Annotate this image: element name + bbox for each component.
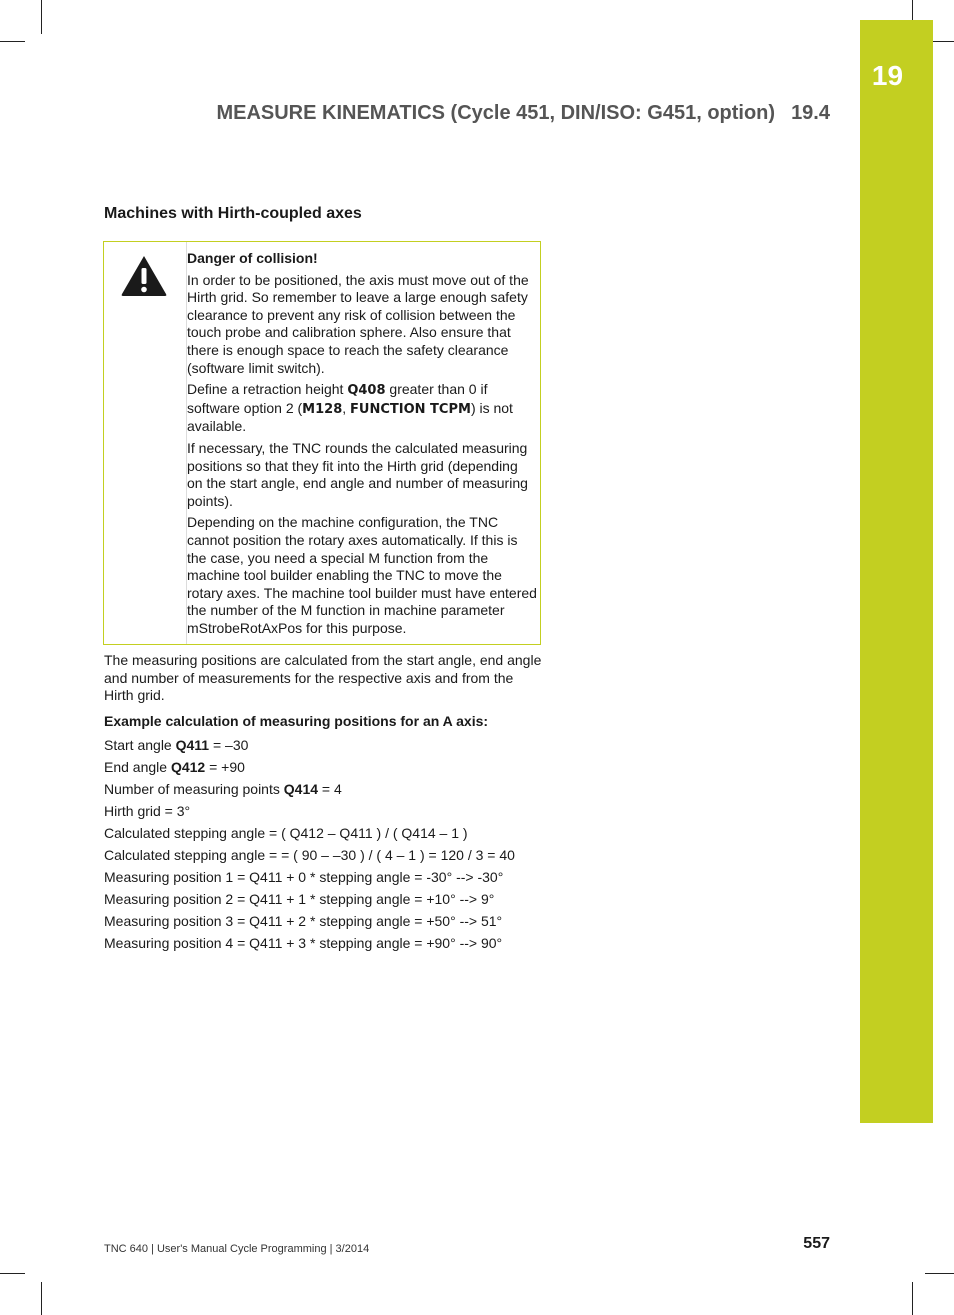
example-heading: Example calculation of measuring positions for an A axis: <box>104 712 489 729</box>
crop-mark <box>0 1273 25 1274</box>
calc-line: Measuring position 1 = Q411 + 0 * stepping angle = -30° --> -30° <box>104 869 504 886</box>
crop-mark <box>912 0 913 20</box>
chapter-number: 19 <box>871 60 904 91</box>
text-run: greater than 0 if software option 2 ( <box>187 381 488 416</box>
footer-text: TNC 640 | User's Manual Cycle Programming | 3/2014 <box>104 1243 370 1255</box>
header-section-number: 19.4 <box>791 102 830 124</box>
crop-mark <box>0 41 25 42</box>
intro-paragraph: The measuring positions are calculated from the start angle, end angle and number of measurements for the respective axis and from the Hirth grid. <box>104 652 542 704</box>
param-code: FUNCTION TCPM <box>350 401 471 417</box>
crop-mark <box>41 0 42 34</box>
running-header <box>216 102 830 125</box>
warning-text <box>187 250 537 641</box>
param-code: Q411 <box>175 737 210 754</box>
warning-box <box>103 241 541 645</box>
calc-line: Measuring position 4 = Q411 + 3 * stepping angle = +90° --> 90° <box>104 935 503 952</box>
text-run: = 4 <box>318 781 342 798</box>
text-run: ) is not available. <box>187 399 513 435</box>
text-run: Number of measuring points <box>104 781 284 798</box>
chapter-tab <box>860 20 933 1123</box>
param-code: M128 <box>302 401 343 417</box>
calc-line: Hirth grid = 3° <box>104 803 191 820</box>
warning-triangle-icon <box>120 254 168 298</box>
crop-mark <box>912 1282 913 1315</box>
page-number: 557 <box>803 1235 830 1252</box>
warning-paragraph <box>187 381 537 436</box>
num-points-line <box>104 778 544 800</box>
calc-line: Measuring position 3 = Q411 + 2 * stepping angle = +50° --> 51° <box>104 913 503 930</box>
text-run: Define a retraction height <box>187 381 348 398</box>
param-code: Q414 <box>283 781 319 798</box>
text-run: End angle <box>104 759 171 776</box>
calc-line: Calculated stepping angle = ( Q412 – Q411 ) / ( Q414 – 1 ) <box>104 825 468 842</box>
section-heading: Machines with Hirth-coupled axes <box>104 205 362 222</box>
text-run: = +90 <box>205 759 245 776</box>
crop-mark <box>41 1282 42 1315</box>
text-run: , <box>342 399 351 416</box>
crop-mark <box>933 41 954 42</box>
warning-paragraph: In order to be positioned, the axis must move out of the Hirth grid. So remember to leave a large enough safety clearance to prevent any risk of collision between the touch probe and calibration sphere. Also ensure that there is enough space to reach the safety clearance (software limit switch). <box>187 271 529 376</box>
warning-title: Danger of collision! <box>187 250 318 266</box>
end-angle-line <box>104 756 544 778</box>
text-run: Start angle <box>104 737 176 754</box>
warning-paragraph: Depending on the machine configuration, the TNC cannot position the rotary axes automatically. If this is the case, you need a special M function from the machine tool builder enabling the TNC to move the rotary axes. The machine tool builder must have entered the number of the M function in machine parameter mStrobeRotAxPos for this purpose. <box>187 514 537 636</box>
header-title: MEASURE KINEMATICS (Cycle 451, DIN/ISO: G451, option) <box>216 102 776 124</box>
param-code: Q408 <box>347 383 386 399</box>
crop-mark <box>925 1273 954 1274</box>
start-angle-line <box>104 734 544 756</box>
param-code: Q412 <box>170 759 206 776</box>
warning-paragraph: If necessary, the TNC rounds the calculated measuring positions so that they fit into the Hirth grid (depending on the start angle, end angle and number of measuring points). <box>187 439 528 509</box>
calc-line: Calculated stepping angle = = ( 90 – –30 ) / ( 4 – 1 ) = 120 / 3 = 40 <box>104 847 515 864</box>
body-text <box>104 652 544 954</box>
calc-line: Measuring position 2 = Q411 + 1 * stepping angle = +10° --> 9° <box>104 891 495 908</box>
text-run: = –30 <box>209 737 249 754</box>
